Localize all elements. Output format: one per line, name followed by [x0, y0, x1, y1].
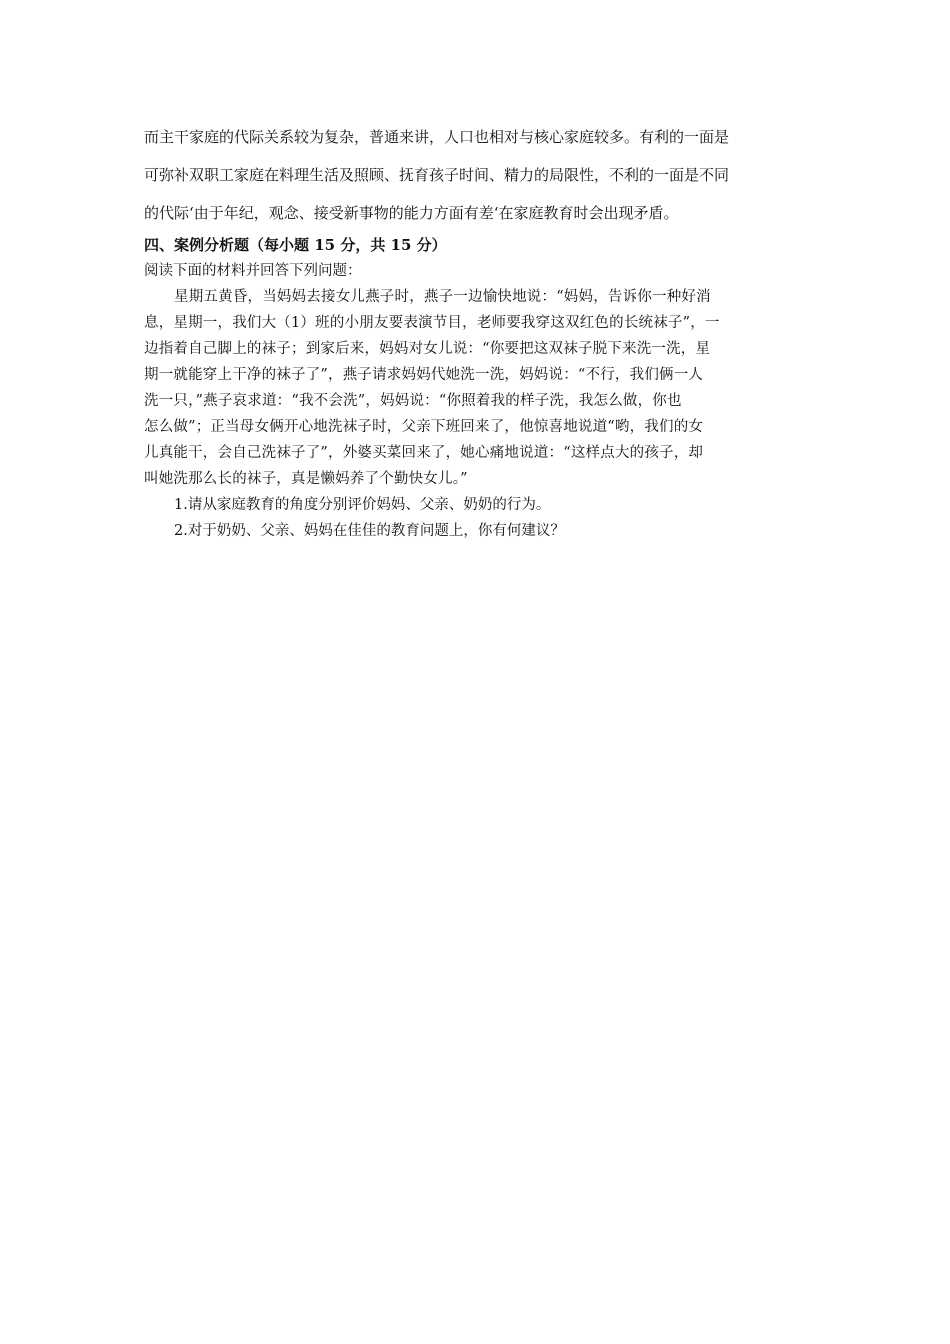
case-line: 叫她洗那么长的袜子，真是懒妈养了个勤快女儿。”: [144, 471, 468, 487]
case-line: 息，星期一，我们大（1）班的小朋友要表演节目，老师要我穿这双红色的长统袜子”，一: [144, 315, 720, 331]
answer-line: 的代际‘由于年纪，观念、接受新事物的能力方面有差‘在家庭教育时会出现矛盾。: [144, 204, 679, 222]
case-line: 怎么做”；正当母女俩开心地洗袜子时，父亲下班回来了，他惊喜地说道“哟，我们的女: [144, 419, 704, 435]
case-line: 洗一只，”燕子哀求道：“我不会洗”，妈妈说：“你照着我的样子洗，我怎么做，你也: [144, 393, 682, 409]
question-item: 2.对于奶奶、父亲、妈妈在佳佳的教育问题上，你有何建议？: [174, 523, 565, 539]
section-instruction: 阅读下面的材料并回答下列问题：: [144, 263, 362, 279]
section-heading: 四、案例分析题（每小题 15 分，共 15 分）: [144, 236, 447, 254]
case-line: 边指着自己脚上的袜子；到家后来，妈妈对女儿说：“你要把这双袜子脱下来洗一洗，星: [144, 341, 711, 357]
question-item: 1.请从家庭教育的角度分别评价妈妈、父亲、奶奶的行为。: [174, 497, 551, 513]
answer-line: 而主干家庭的代际关系较为复杂，普通来讲，人口也相对与核心家庭较多。有利的一面是: [144, 128, 730, 146]
case-analysis-section: [144, 232, 808, 544]
case-line: 期一就能穿上干净的袜子了”，燕子请求妈妈代她洗一洗，妈妈说：“不行，我们俩一人: [144, 367, 704, 383]
case-line: 星期五黄昏，当妈妈去接女儿燕子时，燕子一边愉快地说：“妈妈，告诉你一种好消: [174, 289, 711, 305]
answer-line: 可弥补双职工家庭在料理生活及照顾、抚育孩子时间、精力的局限性，不利的一面是不同: [144, 166, 730, 184]
case-passage: [144, 284, 808, 492]
case-line: 儿真能干，会自己洗袜子了”，外婆买菜回来了，她心痛地说道：“这样点大的孩子，却: [144, 445, 704, 461]
document-page: [144, 118, 808, 544]
answer-paragraph: [144, 118, 808, 232]
question-list: [144, 492, 808, 544]
